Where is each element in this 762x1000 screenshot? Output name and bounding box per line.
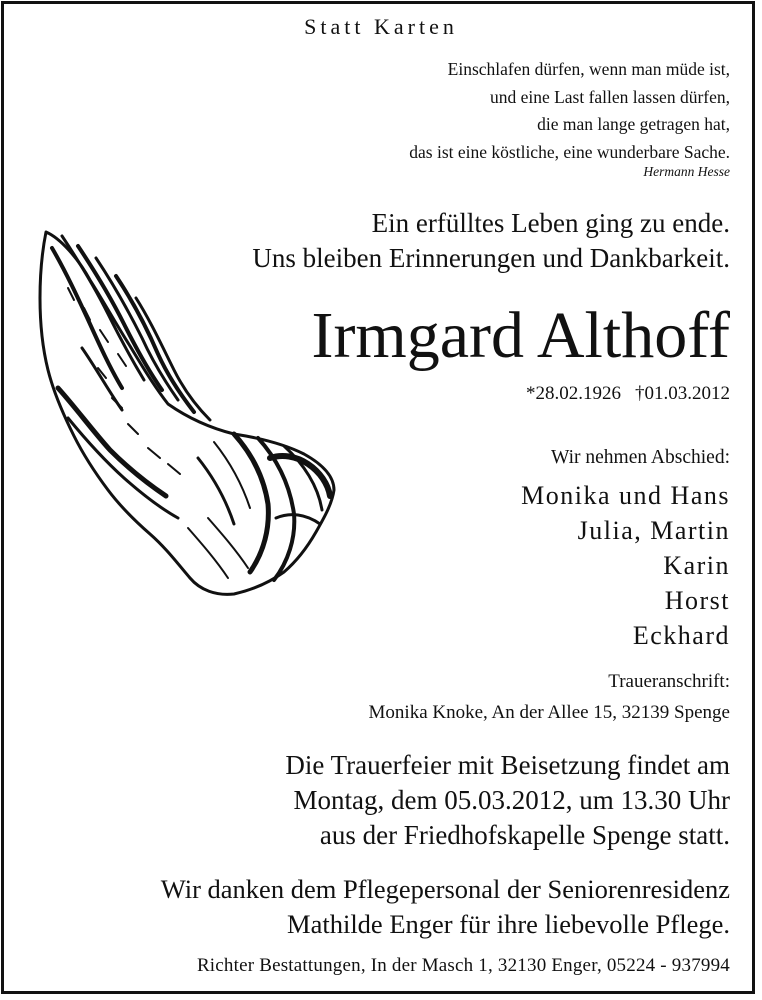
funeral-home-footer: Richter Bestattungen, In der Masch 1, 32130 Enger, 05224 - 937994 (196, 955, 730, 976)
intro-line: Uns bleiben Erinnerungen und Dankbarkeit. (252, 243, 730, 273)
mourning-address: Monika Knoke, An der Allee 15, 32139 Spenge (368, 702, 730, 723)
birth-date: *28.02.1926 (526, 383, 621, 404)
intro-line: Ein erfülltes Leben ging zu ende. (371, 208, 730, 238)
life-dates (526, 383, 730, 405)
poem-line: Einschlafen dürfen, wenn man müde ist, (447, 59, 730, 79)
family-member: Julia, Martin (577, 516, 730, 545)
service-line: Die Trauerfeier mit Beisetzung findet am (285, 750, 730, 780)
service-line: aus der Friedhofskapelle Spenge statt. (319, 820, 730, 850)
poem-author: Hermann Hesse (643, 164, 730, 179)
family-member: Karin (663, 551, 730, 580)
praying-hands-icon (38, 228, 338, 600)
deceased-name: Irmgard Althoff (311, 299, 730, 372)
farewell-label: Wir nehmen Abschied: (550, 447, 730, 468)
poem (409, 56, 730, 166)
poem-line: die man lange getragen hat, (537, 114, 730, 134)
family-member: Eckhard (632, 621, 730, 650)
notice-header: Statt Karten (304, 14, 458, 39)
address-label: Traueranschrift: (608, 671, 730, 692)
service-info (285, 748, 730, 853)
service-line: Montag, dem 05.03.2012, um 13.30 Uhr (293, 785, 730, 815)
poem-line: das ist eine köstliche, eine wunderbare Sache. (409, 141, 730, 162)
family-list (521, 478, 730, 653)
thanks-note (161, 872, 730, 942)
death-date: †01.03.2012 (635, 383, 730, 404)
intro-text (252, 206, 730, 276)
poem-line: und eine Last fallen lassen dürfen, (489, 86, 730, 107)
family-member: Horst (664, 586, 730, 615)
family-member: Monika und Hans (521, 481, 730, 510)
thanks-line: Mathilde Enger für ihre liebevolle Pflege. (287, 909, 730, 939)
thanks-line: Wir danken dem Pflegepersonal der Seniorenresidenz (160, 874, 730, 904)
